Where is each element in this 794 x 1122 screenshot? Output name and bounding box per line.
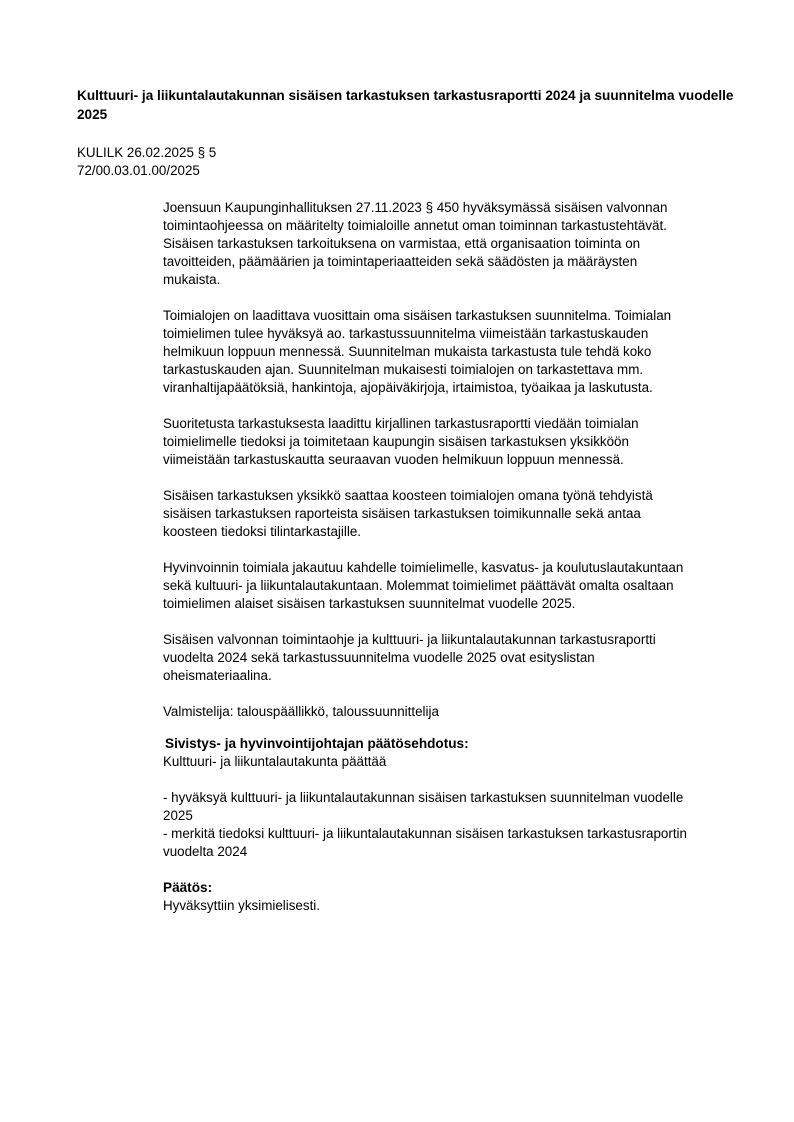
text-line: Toimialojen on laadittava vuosittain oma sisäisen tarkastuksen suunnitelma. Toimialan: [163, 308, 672, 323]
paragraph-preparer: [163, 703, 748, 721]
text-line: tavoitteiden, päämäärien ja toimintaperiaatteiden sekä säädösten ja määräysten: [163, 254, 638, 269]
proposal-heading: Sivistys- ja hyvinvointijohtajan päätösehdotus:: [165, 736, 469, 751]
text-line: helmikuun loppuun mennessä. Suunnitelman mukaista tarkastusta tule tehdä koko: [163, 344, 652, 359]
text-line: Sisäisen valvonnan toimintaohje ja kulttuuri- ja liikuntalautakunnan tarkastusraportti: [163, 632, 656, 647]
paragraph-audit-unit: [163, 487, 748, 541]
paragraph-attachments: [163, 631, 748, 685]
proposal-intro: Kulttuuri- ja liikuntalautakunta päättää: [163, 754, 387, 769]
document-meta: [77, 144, 216, 180]
text-line: Sisäisen tarkastuksen tarkoituksena on varmistaa, että organisaation toiminta on: [163, 236, 641, 251]
paragraph-wellbeing-sector: [163, 559, 748, 613]
decision-section: [163, 879, 748, 915]
preparer-line: Valmistelija: talouspäällikkö, taloussuunnittelija: [163, 704, 439, 719]
decision-text: Hyväksyttiin yksimielisesti.: [163, 898, 320, 913]
meeting-reference: KULILK 26.02.2025 § 5: [77, 145, 217, 160]
proposal-item: vuodelta 2024: [163, 844, 248, 859]
text-line: toimintaohjeessa on määritelty toimialoille annetut oman toiminnan tarkastustehtävät.: [163, 218, 667, 233]
text-line: tarkastuskauden ajan. Suunnitelman mukaisesti toimialojen on tarkastettava mm.: [163, 362, 644, 377]
text-line: sisäisen tarkastuksen raporteista sisäisen tarkastuksen toimikunnalle sekä antaa: [163, 506, 641, 521]
text-line: vuodelta 2024 sekä tarkastussuunnitelma vuodelle 2025 ovat esityslistan: [163, 650, 595, 665]
text-line: koosteen tiedoksi tilintarkastajille.: [163, 524, 361, 539]
text-line: toimielimelle tiedoksi ja toimitetaan kaupungin sisäisen tarkastuksen yksikköön: [163, 434, 629, 449]
proposal-section: [163, 735, 748, 861]
decision-heading: Päätös:: [163, 880, 213, 895]
paragraph-audit-plan: [163, 307, 748, 397]
text-line: Hyvinvoinnin toimiala jakautuu kahdelle toimielimelle, kasvatus- ja koulutuslautakuntaan: [163, 560, 684, 575]
proposal-item: - hyväksyä kulttuuri- ja liikuntalautakunnan sisäisen tarkastuksen suunnitelman vuodelle: [163, 790, 684, 805]
text-line: Joensuun Kaupunginhallituksen 27.11.2023 § 450 hyväksymässä sisäisen valvonnan: [163, 200, 668, 215]
text-line: viimeistään tarkastuskautta seuraavan vuoden helmikuun loppuun mennessä.: [163, 452, 624, 467]
text-line: mukaista.: [163, 272, 221, 287]
proposal-item: - merkitä tiedoksi kulttuuri- ja liikuntalautakunnan sisäisen tarkastuksen tarkastusraportin: [163, 826, 687, 841]
text-line: toimielimen tulee hyväksyä ao. tarkastussuunnitelma viimeistään tarkastuskauden: [163, 326, 649, 341]
text-line: viranhaltijapäätöksiä, hankintoja, ajopäiväkirjoja, irtaimistoa, työaikaa ja laskutusta.: [163, 380, 653, 395]
text-line: oheismateriaalina.: [163, 668, 272, 683]
text-line: Suoritetusta tarkastuksesta laadittu kirjallinen tarkastusraportti viedään toimialan: [163, 416, 639, 431]
case-number: 72/00.03.01.00/2025: [77, 163, 200, 178]
paragraph-internal-control: [163, 199, 748, 289]
proposal-item: 2025: [163, 808, 193, 823]
text-line: toimielimen alaiset sisäisen tarkastuksen suunnitelmat vuodelle 2025.: [163, 596, 576, 611]
paragraph-audit-report: [163, 415, 748, 469]
text-line: Sisäisen tarkastuksen yksikkö saattaa koosteen toimialojen omana työnä tehdyistä: [163, 488, 653, 503]
document-body: [163, 199, 748, 933]
document-title: Kulttuuri- ja liikuntalautakunnan sisäisen tarkastuksen tarkastusraportti 2024 ja suunnitelma vuodelle 2025: [77, 88, 734, 122]
text-line: sekä kultuuri- ja liikuntalautakuntaan. Molemmat toimielimet päättävät omalta osaltaan: [163, 578, 674, 593]
